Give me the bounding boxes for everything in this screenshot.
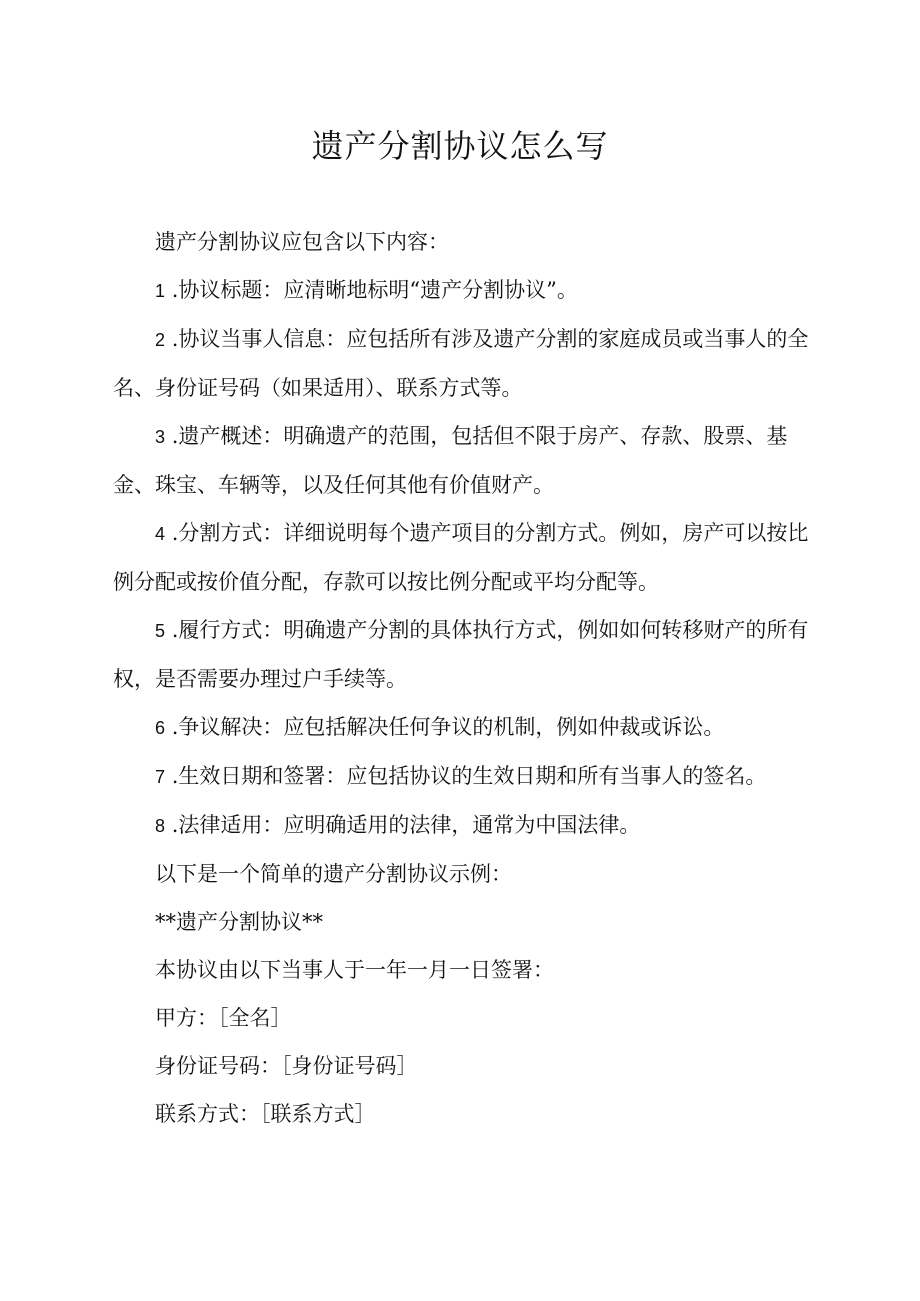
example-heading: **遗产分割协议** <box>155 910 323 934</box>
list-item <box>113 752 813 801</box>
item-number: 5 <box>155 621 166 641</box>
item-text: .法律适用：应明确适用的法律，通常为中国法律。 <box>171 813 641 837</box>
item-text: .履行方式：明确遗产分割的具体执行方式，例如如何转移财产的所有权，是否需要办理过户手续等。 <box>113 618 809 691</box>
item-number: 7 <box>155 767 166 787</box>
item-text: .协议当事人信息：应包括所有涉及遗产分割的家庭成员或当事人的全名、身份证号码（如果适用）、联系方式等。 <box>113 327 809 400</box>
item-number: 3 <box>155 427 166 447</box>
item-text: .争议解决：应包括解决任何争议的机制，例如仲裁或诉讼。 <box>171 715 725 739</box>
list-item <box>113 266 813 315</box>
item-number: 4 <box>155 524 166 544</box>
contact-line: 联系方式：［联系方式］ <box>155 1102 376 1126</box>
list-item <box>113 412 813 509</box>
document-body <box>113 218 813 1138</box>
party-a-line: 甲方：［全名］ <box>155 1006 292 1030</box>
item-text: .协议标题：应清晰地标明“遗产分割协议”。 <box>171 278 578 302</box>
intro-paragraph: 遗产分割协议应包含以下内容： <box>155 230 449 254</box>
item-text: .分割方式：详细说明每个遗产项目的分割方式。例如，房产可以按比例分配或按价值分配，存款可以按比例分配或平均分配等。 <box>113 521 809 594</box>
list-item <box>113 315 813 412</box>
page-title: 遗产分割协议怎么写 <box>311 127 609 165</box>
item-text: .生效日期和签署：应包括协议的生效日期和所有当事人的签名。 <box>171 764 767 788</box>
item-number: 2 <box>155 330 166 350</box>
id-number-line: 身份证号码：［身份证号码］ <box>155 1054 418 1078</box>
signing-line: 本协议由以下当事人于一年一月一日签署： <box>155 958 554 982</box>
list-item <box>113 509 813 606</box>
item-text: .遗产概述：明确遗产的范围，包括但不限于房产、存款、股票、基金、珠宝、车辆等，以及任何其他有价值财产。 <box>113 424 788 497</box>
item-number: 1 <box>155 281 166 301</box>
list-item <box>113 606 813 703</box>
item-number: 6 <box>155 718 166 738</box>
example-intro: 以下是一个简单的遗产分割协议示例： <box>155 862 512 886</box>
list-item <box>113 703 813 752</box>
item-number: 8 <box>155 816 166 836</box>
list-item <box>113 801 813 850</box>
